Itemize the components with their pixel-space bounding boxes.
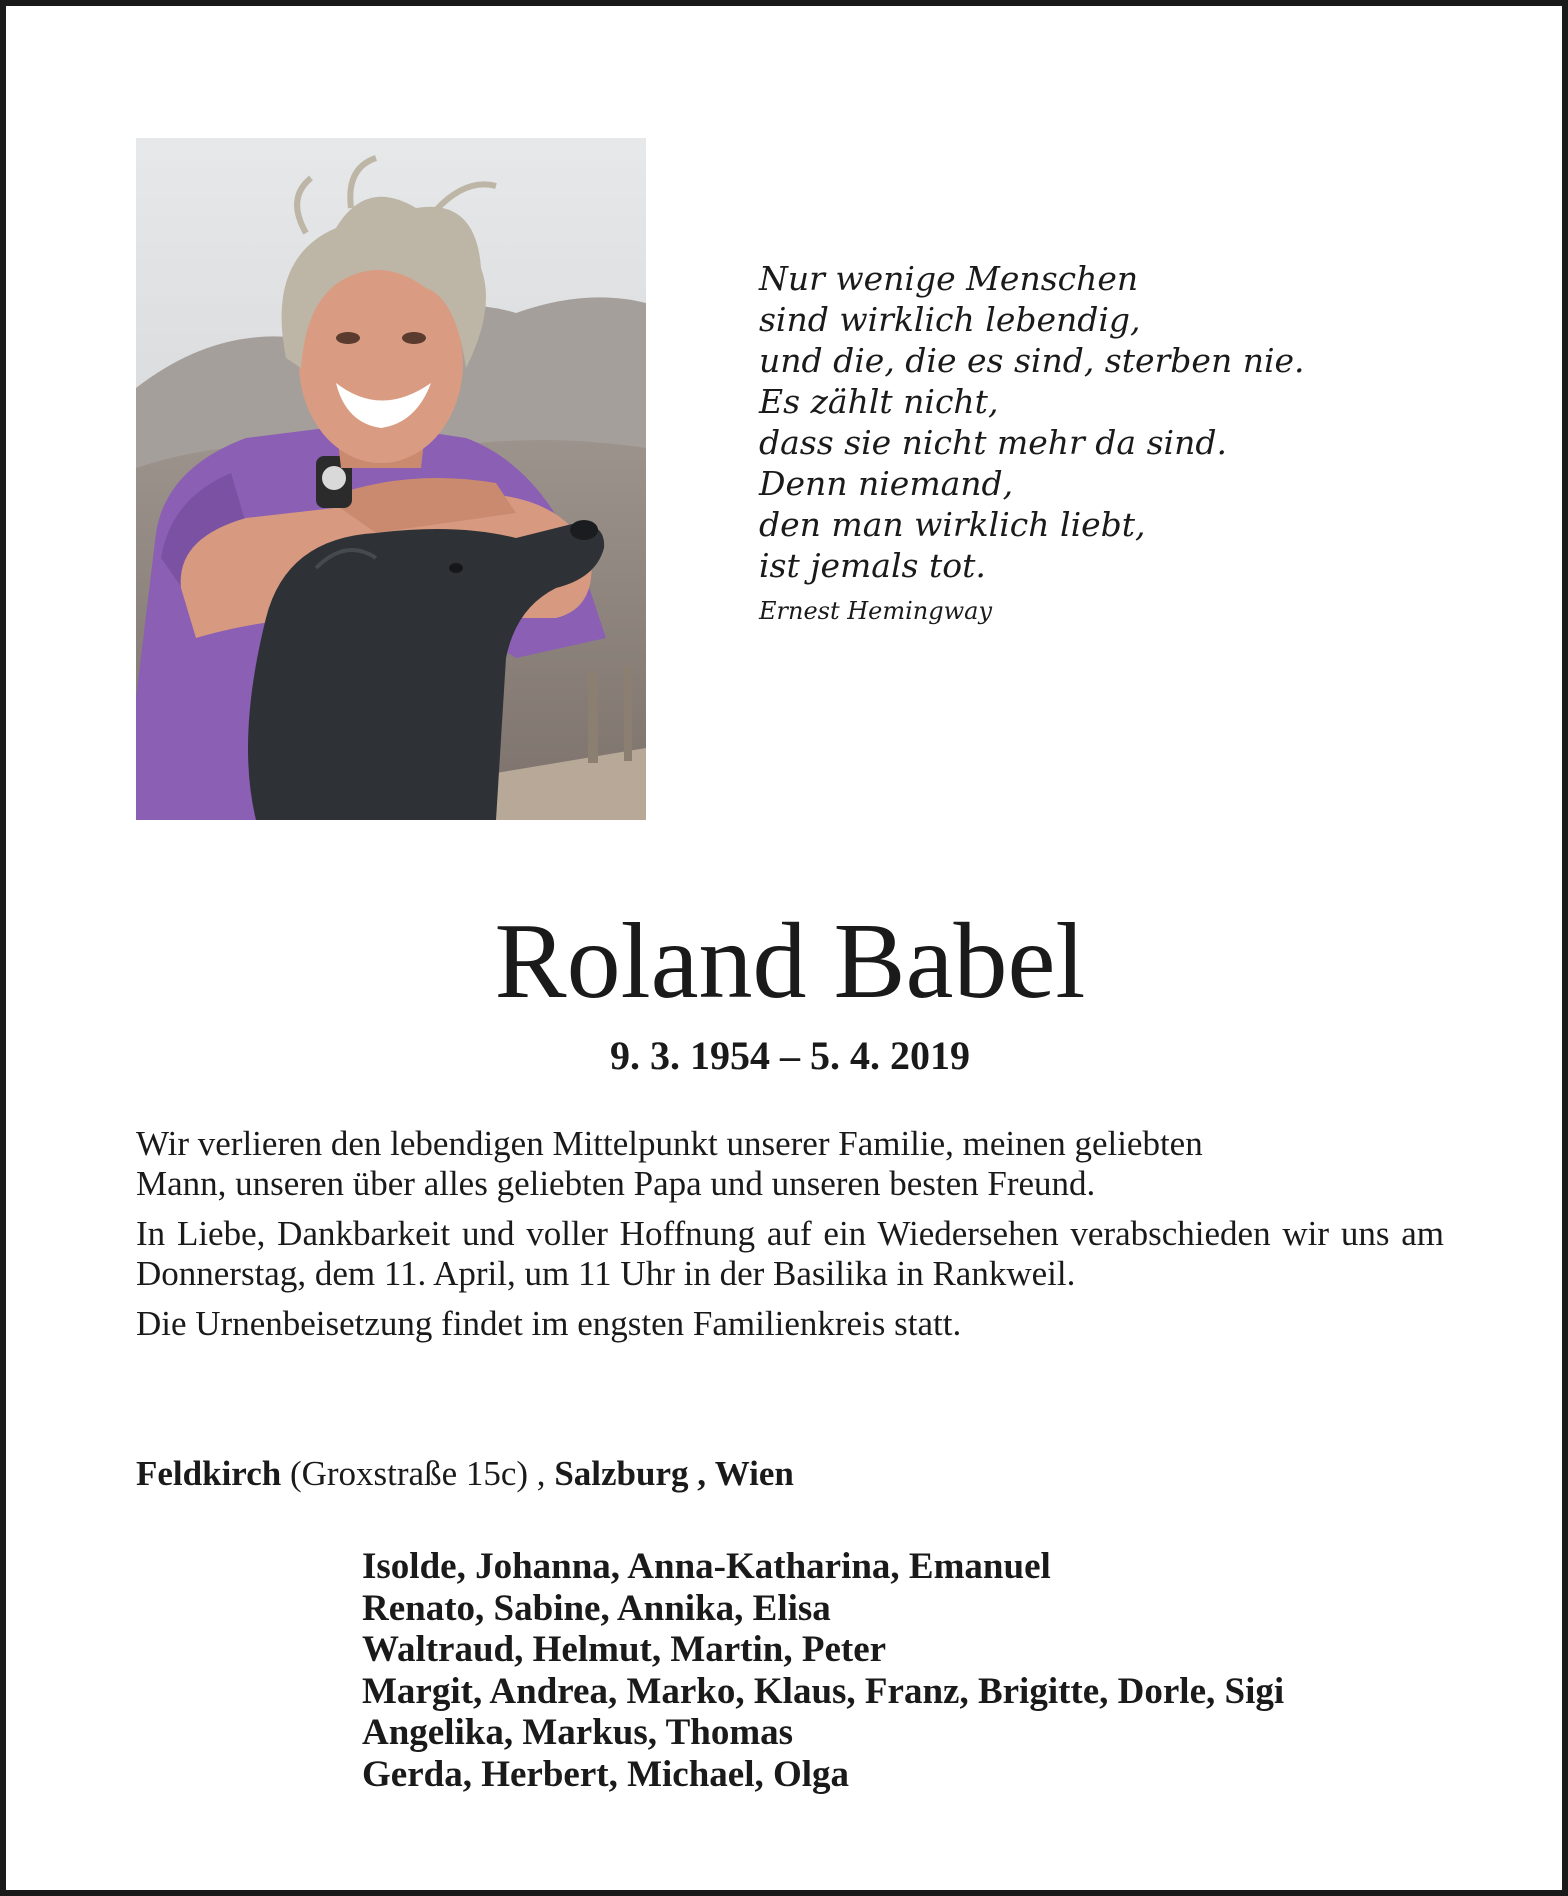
quote-line: dass sie nicht mehr da sind. <box>759 423 1227 462</box>
mourners-list <box>362 1546 1452 1796</box>
paragraph-loss-line: Mann, unseren über alles geliebten Papa und unseren besten Freund. <box>136 1164 1096 1203</box>
mourners-line: Waltraud, Helmut, Martin, Peter <box>362 1629 887 1671</box>
quote-line: Denn niemand, <box>759 464 1014 503</box>
mourners-line: Angelika, Markus, Thomas <box>362 1712 794 1754</box>
quote-line: sind wirklich lebendig, <box>759 300 1141 339</box>
paragraph-loss <box>136 1124 1444 1204</box>
location-address: (Groxstraße 15c) , <box>289 1454 546 1493</box>
quote-line: Es zählt nicht, <box>759 382 999 421</box>
paragraph-farewell: In Liebe, Dankbarkeit und voller Hoffnung auf ein Wiedersehen verabschieden wir uns am Donnerstag, dem 11. April, um 11 Uhr in der Basilika in Rankweil. <box>136 1214 1444 1293</box>
portrait-illustration <box>136 138 646 820</box>
mourners-line: Isolde, Johanna, Anna-Katharina, Emanuel <box>362 1546 1051 1587</box>
location-city: Feldkirch <box>136 1454 282 1493</box>
quote-line: Nur wenige Menschen <box>759 259 1139 298</box>
quote-line: den man wirklich liebt, <box>759 505 1146 544</box>
hemingway-quote <box>759 258 1459 626</box>
quote-line: ist jemals tot. <box>759 546 986 585</box>
life-dates: 9. 3. 1954 – 5. 4. 2019 <box>610 1033 970 1078</box>
location-city: Wien <box>714 1454 794 1493</box>
location-city: Salzburg , <box>554 1454 707 1493</box>
paragraph-loss-line: Wir verlieren den lebendigen Mittelpunkt unserer Familie, meinen geliebten <box>136 1124 1203 1163</box>
mourners-line: Margit, Andrea, Marko, Klaus, Franz, Brigitte, Dorle, Sigi <box>362 1670 1285 1712</box>
mourners-line: Gerda, Herbert, Michael, Olga <box>362 1753 850 1795</box>
paragraph-burial: Die Urnenbeisetzung findet im engsten Familienkreis statt. <box>136 1304 962 1343</box>
quote-line: und die, die es sind, sterben nie. <box>759 341 1305 380</box>
deceased-name: Roland Babel <box>494 902 1086 1021</box>
quote-author: Ernest Hemingway <box>759 597 993 625</box>
portrait-photo <box>136 138 646 820</box>
obituary-text <box>136 1124 1444 1354</box>
locations-line <box>136 1452 1444 1496</box>
mourners-line: Renato, Sabine, Annika, Elisa <box>362 1587 831 1629</box>
